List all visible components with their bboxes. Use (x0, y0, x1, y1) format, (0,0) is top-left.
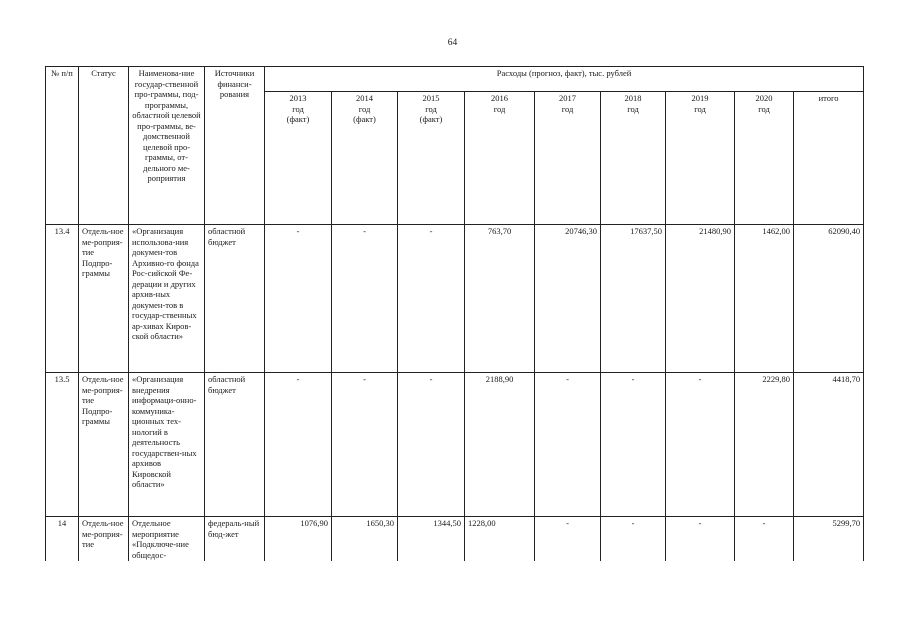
year-value: 2013 (289, 93, 307, 103)
row-value: 17637,50 (601, 225, 666, 373)
table-row (46, 373, 864, 517)
row-value: - (666, 517, 735, 562)
row-value: - (735, 517, 794, 562)
row-value: - (535, 373, 601, 517)
row-total: 4418,70 (794, 373, 864, 517)
row-value: - (332, 373, 398, 517)
year-value: 2020 (755, 93, 773, 103)
row-total: 5299,70 (794, 517, 864, 562)
year-value: 2019 (691, 93, 709, 103)
row-status: Отдель-ное ме-роприя-тие Подпро-граммы (79, 373, 129, 517)
year-unit: год (694, 103, 706, 114)
row-value: - (265, 225, 332, 373)
row-value: - (265, 373, 332, 517)
year-value: 2016 (491, 93, 508, 103)
row-name: «Организация внедрения информаци-онно-коммуника-ционных тех-нологий в деятельность государствен-ных архивов Кировской области» (129, 373, 205, 517)
year-value: 2015 (422, 93, 440, 103)
header-year (535, 92, 601, 225)
header-num: № п/п (46, 67, 79, 225)
header-name: Наименова-ние государ-ственной про-граммы, под-программы, областной целевой про-граммы, ве-домственной целевой про-граммы, от-дельного ме-роприятия (129, 67, 205, 225)
year-unit: год (758, 103, 770, 114)
row-value: 1462,00 (735, 225, 794, 373)
year-value: 2018 (624, 93, 642, 103)
year-note: (факт) (419, 114, 443, 124)
header-sources: Источники финанси-рования (205, 67, 265, 225)
year-unit: год (493, 103, 506, 114)
row-value: - (535, 517, 601, 562)
row-value: - (601, 517, 666, 562)
year-value: 2017 (559, 93, 576, 103)
row-total: 62090,40 (794, 225, 864, 373)
row-source: федераль-ный бюд-жет (205, 517, 265, 562)
year-unit: год (425, 103, 437, 114)
page-number: 64 (447, 38, 458, 48)
header-total: итого (794, 92, 864, 225)
row-status: Отдель-ное ме-роприя-тие Подпро-граммы (79, 225, 129, 373)
row-status: Отдель-ное ме-роприя-тие (79, 517, 129, 562)
header-year (735, 92, 794, 225)
header-row-1 (46, 67, 864, 92)
header-status: Статус (79, 67, 129, 225)
header-year (398, 92, 465, 225)
row-value: - (332, 225, 398, 373)
header-year (601, 92, 666, 225)
table-row (46, 517, 864, 562)
table-row (46, 225, 864, 373)
budget-table (45, 66, 864, 561)
row-value: - (398, 373, 465, 517)
header-year (666, 92, 735, 225)
header-year (265, 92, 332, 225)
row-value: - (601, 373, 666, 517)
row-value: 2188,90 (465, 373, 535, 517)
row-source: областной бюджет (205, 373, 265, 517)
row-name: «Организация использова-ния докумен-тов Архивно-го фонда Рос-сийской Фе-дерации и других архив-ных докумен-тов в государ-ственных ар-хивах Киров-ской области» (129, 225, 205, 373)
year-unit: год (292, 103, 304, 114)
row-source: областной бюджет (205, 225, 265, 373)
row-num: 13.5 (46, 373, 79, 517)
header-year (332, 92, 398, 225)
row-value: - (398, 225, 465, 373)
row-name: Отдельное мероприятие «Подключе-ние общедос- (129, 517, 205, 562)
row-value: 763,70 (465, 225, 535, 373)
row-value: 1344,50 (398, 517, 465, 562)
row-value: 2229,80 (735, 373, 794, 517)
row-value: 1228,00 (465, 517, 535, 562)
year-note: (факт) (353, 114, 376, 124)
row-num: 14 (46, 517, 79, 562)
row-value: 21480,90 (666, 225, 735, 373)
year-note: (факт) (286, 114, 310, 124)
header-expenses: Расходы (прогноз, факт), тыс. рублей (265, 67, 864, 92)
year-value: 2014 (356, 93, 373, 103)
row-value: - (666, 373, 735, 517)
row-value: 20746,30 (535, 225, 601, 373)
row-value: 1076,90 (265, 517, 332, 562)
year-unit: год (561, 103, 574, 114)
row-num: 13.4 (46, 225, 79, 373)
header-year (465, 92, 535, 225)
year-unit: год (358, 103, 371, 114)
year-unit: год (627, 103, 639, 114)
row-value: 1650,30 (332, 517, 398, 562)
